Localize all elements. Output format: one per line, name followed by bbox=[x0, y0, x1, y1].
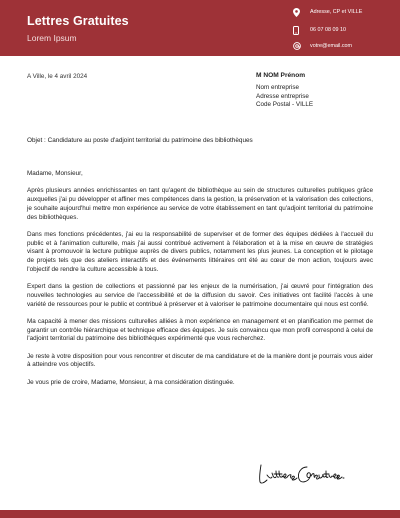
recipient-address: Adresse entreprise bbox=[256, 92, 309, 100]
recipient-block bbox=[256, 72, 313, 109]
salutation: Madame, Monsieur, bbox=[27, 170, 83, 177]
paragraph: Je reste à votre disposition pour vous rencontrer et discuter de ma candidature et de la manière dont je pourrais vous aider à atteindre vos objectifs. bbox=[27, 352, 373, 369]
location-pin-icon bbox=[293, 6, 307, 18]
phone-icon bbox=[293, 24, 307, 36]
contact-phone bbox=[293, 24, 346, 36]
object-line: Objet : Candidature au poste d'adjoint territorial du patrimoine des bibliothèques bbox=[27, 137, 253, 144]
contact-address-text: Adresse, CP et VILLE bbox=[310, 9, 363, 15]
handwritten-signature bbox=[255, 455, 355, 493]
contact-address bbox=[293, 6, 362, 18]
footer-bar bbox=[0, 510, 400, 518]
brand-subtitle: Lorem Ipsum bbox=[27, 33, 77, 43]
contact-phone-text: 06 07 08 09 10 bbox=[310, 27, 346, 33]
paragraph: Expert dans la gestion de collections et passionné par les enjeux de la numérisation, j'ai œuvré pour l'intégration des nouvelles technologies au service de l'accessibilité et de la diffusion du savoir. Ces initiatives ont facilité l'accès à une variété de ressources pour le public et contribué à préserver et à valoriser le patrimoine documentaire qui nous est confié. bbox=[27, 283, 373, 308]
letter-body bbox=[27, 170, 373, 387]
paragraph: Après plusieurs années enrichissantes en tant qu'agent de bibliothèque au sein de structures culturelles publiques grâce auxquelles j'ai pu développer et affiner mes compétences dans la gestion, la préservation et la valorisation des collections, je souhaite aujourd'hui mettre mon expérience au service de votre établissement en tant qu'adjoint territorial du patrimoine des bibliothèques. bbox=[27, 187, 373, 221]
recipient-company: Nom entreprise bbox=[256, 84, 300, 92]
closing: Je vous prie de croire, Madame, Monsieur, à ma considération distinguée. bbox=[27, 378, 235, 386]
header-banner bbox=[0, 0, 400, 56]
recipient-city: Code Postal - VILLE bbox=[256, 100, 314, 108]
recipient-name: M NOM Prénom bbox=[256, 72, 306, 79]
at-sign-icon bbox=[293, 40, 307, 52]
date-line: A Ville, le 4 avril 2024 bbox=[27, 73, 88, 80]
paragraph: Dans mes fonctions précédentes, j'ai eu la responsabilité de superviser et de former des équipes dédiées à l'accueil du public et à l'animation culturelle, mais j'ai aussi contribué activement à l'élaboration et à la mise en œuvre de stratégies visant à promouvoir la lecture publique auprès de divers publics, notamment les plus jeunes. La conception et le pilotage de projets tels que des ateliers interactifs et des événements littéraires ont été au cœur de mon action, toujours avec l'objectif de rendre la culture accessible à tous. bbox=[27, 230, 373, 273]
paragraph: Ma capacité à mener des missions culturelles alliées à mon expérience en management et en planification me permet de garantir un contrôle hiérarchique et technique efficace des équipes. Je suis convaincu que mon profil correspond à celui de l'adjoint territorial du patrimoine des bibliothèques expérimenté que vous recherchez. bbox=[27, 317, 373, 343]
contact-email-text: votre@email.com bbox=[310, 43, 353, 49]
brand-title: Lettres Gratuites bbox=[27, 14, 129, 28]
contact-email bbox=[293, 40, 352, 52]
